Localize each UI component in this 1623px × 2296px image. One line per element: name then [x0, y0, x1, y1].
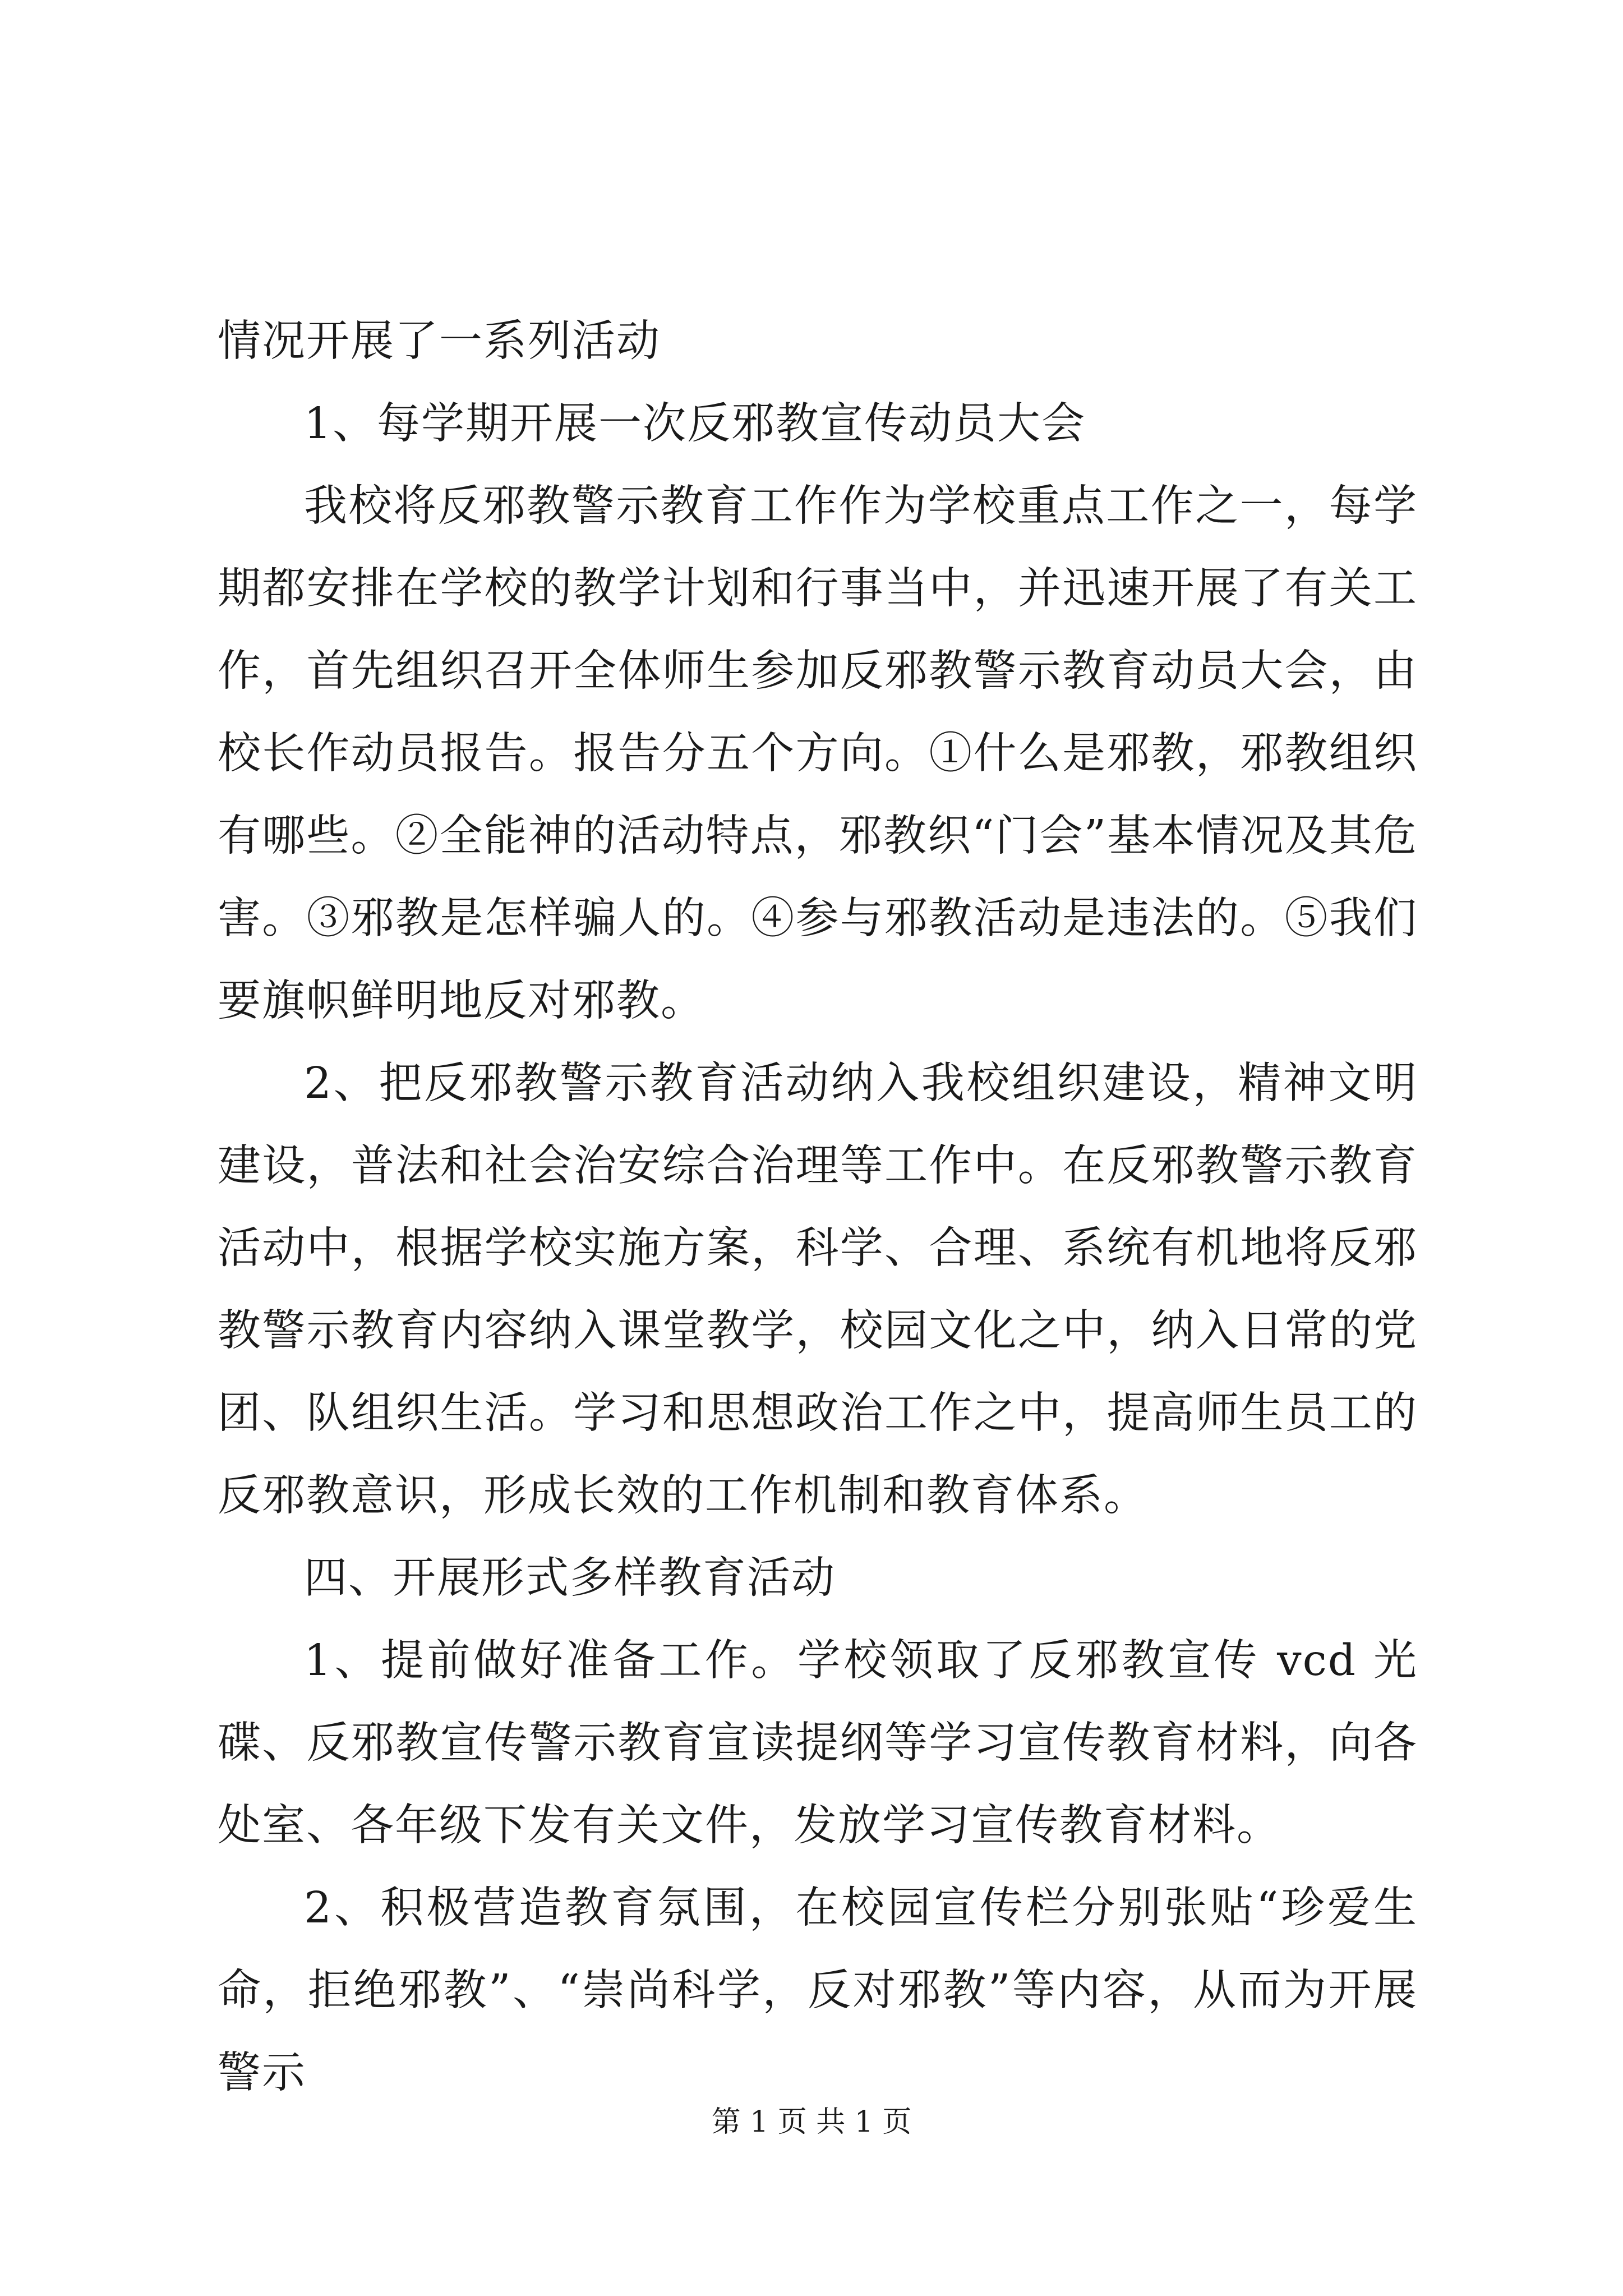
page-number-footer: 第 1 页 共 1 页 — [711, 2105, 912, 2139]
document-body — [218, 300, 1418, 2114]
paragraph: 1、提前做好准备工作。学校领取了反邪教宣传 vcd 光碟、反邪教宣传警示教育宣读提纲等学习宣传教育材料，向各处室、各年级下发有关文件，发放学习宣传教育材料。 — [218, 1636, 1418, 1851]
paragraph: 2、把反邪教警示教育活动纳入我校组织建设，精神文明建设，普法和社会治安综合治理等工作中。在反邪教警示教育活动中，根据学校实施方案，科学、合理、系统有机地将反邪教警示教育内容纳入课堂教学，校园文化之中，纳入日常的党团、队组织生活。学习和思想政治工作之中，提高师生员工的反邪教意识，形成长效的工作机制和教育体系。 — [218, 1059, 1418, 1521]
paragraph: 1、每学期开展一次反邪教宣传动员大会 — [304, 399, 1086, 449]
paragraph: 我校将反邪教警示教育工作作为学校重点工作之一，每学期都安排在学校的教学计划和行事当中，并迅速开展了有关工作，首先组织召开全体师生参加反邪教警示教育动员大会，由校长作动员报告。报告分五个方向。①什么是邪教，邪教组织有哪些。②全能神的活动特点，邪教织“门会”基本情况及其危害。③邪教是怎样骗人的。④参与邪教活动是违法的。⑤我们要旗帜鲜明地反对邪教。 — [218, 481, 1418, 1026]
paragraph: 情况开展了一系列活动 — [218, 316, 661, 366]
paragraph: 2、积极营造教育氛围，在校园宣传栏分别张贴“珍爱生命，拒绝邪教”、“崇尚科学，反对邪教”等内容，从而为开展警示 — [218, 1883, 1418, 2098]
section-heading: 四、开展形式多样教育活动 — [304, 1553, 836, 1603]
